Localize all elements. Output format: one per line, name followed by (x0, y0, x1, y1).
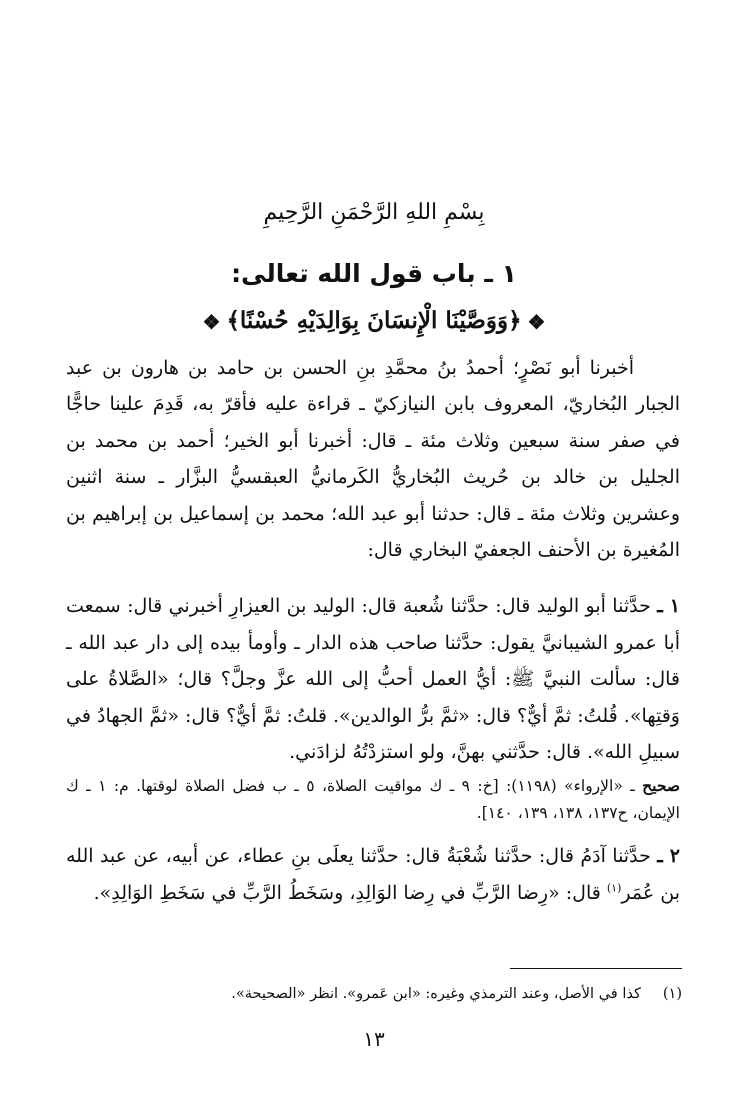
footnote-number: (١) (662, 986, 682, 1002)
hadith-text-after: قال: «رِضا الرَّبِّ في رِضا الوَالِدِ، وسَخَطُ الرَّبِّ في سَخَطِ الوَالِدِ». (93, 882, 607, 904)
footnote-reference[interactable]: (١) (606, 881, 622, 895)
isnad-text: أخبرنا أبو نَصْرٍ؛ أحمدُ بنُ محمَّدِ بنِ الحسن بن حامد بن هارون بن عبد الجبار البُخاريّ، المعروف بابن النيازكيّ ـ قراءة عليه فأقرّ به، قَدِمَ علينا حاجًّا في صفر سنة سبعين وثلاث مئة ـ قال: أخبرنا أبو الخير؛ أحمد بن محمد بن الجليل بن خالد بن حُريث البُخاريُّ الكَرمانيُّ العبقسيُّ البزَّار ـ سنة اثنين وعشرين وثلاث مئة ـ قال: حدثنا أبو عبد الله؛ محمد بن إسماعيل بن إبراهيم بن المُغيرة بن الأحنف الجعفيّ البخاري قال: (66, 357, 680, 562)
hadith-2 (66, 838, 680, 912)
hadith-text-before: حدَّثنا آدَمُ قال: حدَّثنا شُعْبَةُ قال: حدَّثنا يعلَى بنِ عطاء، عن أبيه، عن عبد الله بن عُمَر (66, 845, 680, 904)
basmala-heading: بِسْمِ اللهِ الرَّحْمَنِ الرَّحِيمِ (263, 200, 485, 225)
quran-verse (0, 302, 748, 341)
grading-text: ـ «الإرواء» (١١٩٨): [خ: ٩ ـ ك مواقيت الصلاة، ٥ ـ ب فضل الصلاة لوقتها. م: ١ ـ ك الإيمان، ح١٣٧، ١٣٨، ١٣٩، ١٤٠]. (66, 777, 680, 822)
verse-ornament-right-icon: ❖ (527, 310, 546, 334)
page-number: ١٣ (363, 1027, 385, 1051)
hadith-number: ١ ـ (657, 595, 680, 617)
isnad-paragraph (66, 350, 680, 568)
verse-ornament-left-icon: ❖ (202, 310, 221, 334)
grading-label: صحيح (642, 776, 681, 795)
footnote (68, 982, 682, 1006)
hadith-grading (66, 772, 680, 827)
verse-text: ﴿وَوَصَّيْنَا الْإِنسَانَ بِوَالِدَيْهِ حُسْنًا﴾ (226, 307, 522, 334)
chapter-title: ١ ـ باب قول الله تعالى: (231, 259, 517, 288)
hadith-text: حدَّثنا أبو الوليد قال: حدَّثنا شُعبة قال: الوليد بن العيزارِ أخبرني قال: سمعت أبا عمرو الشيبانيَّ يقول: حدَّثنا صاحب هذه الدار ـ وأومأ بيده إلى دار عبد الله ـ قال: سألت النبيَّ ﷺ: أيُّ العمل أحبُّ إلى الله عزَّ وجلَّ؟ قال؛ «الصَّلاةُ على وَقتِها». قُلتُ: ثمَّ أيٌّ؟ قال: «ثمَّ برُّ الوالدين». قلتُ: ثمَّ أيٌّ؟ قال: «ثمَّ الجهادُ في سبيلِ الله». قال: حدَّثني بهنَّ، ولو استزدْتُهُ لزادَني. (66, 595, 680, 764)
hadith-number: ٢ ـ (657, 845, 680, 867)
footnote-text: كذا في الأصل، وعند الترمذي وغيره: «ابن عَمرو». انظر «الصحيحة». (231, 986, 641, 1002)
footnote-divider (510, 968, 682, 969)
hadith-1 (66, 588, 680, 771)
